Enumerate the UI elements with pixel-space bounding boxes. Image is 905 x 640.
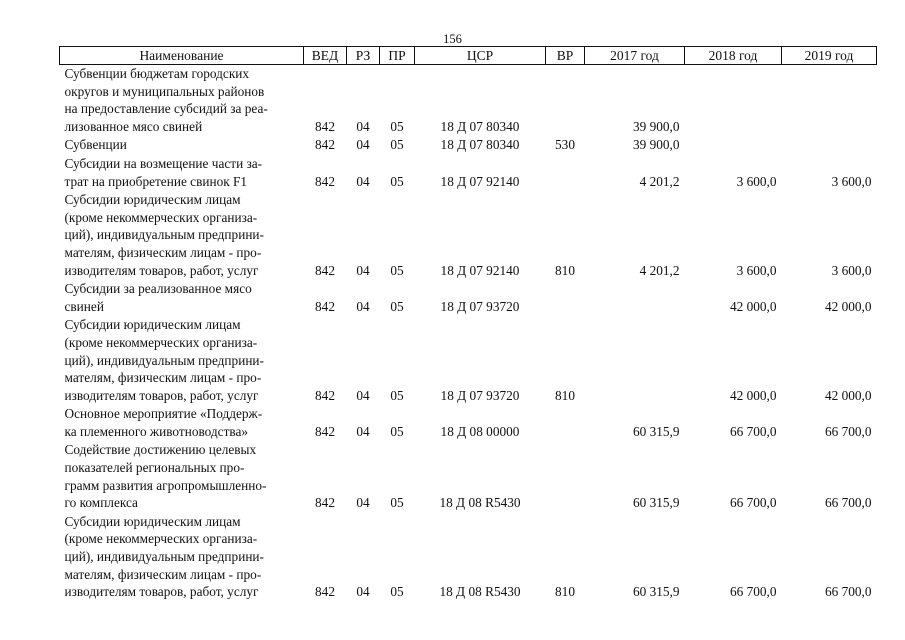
table-row [60,441,877,512]
row-vr [546,280,585,316]
table-body [60,65,877,602]
row-vr: 810 [555,262,575,278]
row-csr: 18 Д 07 80340 [440,137,520,153]
header-vr: ВР [546,47,585,65]
row-name: Субвенции [64,137,127,153]
row-rz: 04 [356,298,370,314]
table-row [60,155,877,191]
header-2018: 2018 год [685,47,782,65]
row-2019: 66 700,0 [824,495,872,511]
row-name: Субсидии за реализованное мясо свиней [64,281,252,314]
row-pr: 05 [390,423,404,439]
row-ved: 842 [315,584,335,600]
row-name: Субсидии юридическим лицам (кроме некоммерческих организа- ций), индивидуальным предприни- мателям, физическим лицам - про- изводителям товаров, работ, услуг [64,317,264,403]
header-pr: ПР [380,47,415,65]
table-row [60,191,877,280]
row-ved: 842 [315,173,335,189]
row-rz: 04 [356,137,370,153]
header-name: Наименование [60,47,304,65]
row-name: Основное мероприятие «Поддерж- ка племенного животноводства» [64,406,263,439]
row-2017: 60 315,9 [632,423,680,439]
row-2017: 39 900,0 [632,118,680,134]
row-2018: 66 700,0 [729,495,777,511]
row-ved: 842 [315,298,335,314]
row-2017: 4 201,2 [639,262,680,278]
row-2017: 60 315,9 [632,584,680,600]
header-2019: 2019 год [782,47,877,65]
row-vr [546,65,585,137]
row-ved: 842 [315,495,335,511]
row-rz: 04 [356,173,370,189]
row-2018 [685,136,782,155]
row-2019: 66 700,0 [824,423,872,439]
row-vr: 810 [555,584,575,600]
table-header-row [60,47,877,65]
row-pr: 05 [390,137,404,153]
row-name: Субсидии на возмещение части за- трат на приобретение свинок F1 [64,155,263,189]
row-rz: 04 [356,387,370,403]
row-name: Субсидии юридическим лицам (кроме некоммерческих организа- ций), индивидуальным предприни- мателям, физическим лицам - про- изводителям товаров, работ, услуг [64,513,264,600]
row-csr: 18 Д 07 92140 [440,173,520,189]
table-row [60,316,877,405]
row-csr: 18 Д 08 R5430 [439,495,521,511]
row-csr: 18 Д 07 80340 [440,118,520,134]
row-vr [546,155,585,191]
row-csr: 18 Д 07 93720 [440,298,520,314]
row-ved: 842 [315,118,335,134]
table-row [60,280,877,316]
table-row [60,405,877,441]
row-2018: 66 700,0 [729,584,777,600]
budget-table [59,46,877,602]
row-pr: 05 [390,118,404,134]
row-2019: 3 600,0 [831,262,872,278]
row-csr: 18 Д 07 93720 [440,387,520,403]
row-rz: 04 [356,584,370,600]
row-rz: 04 [356,495,370,511]
table-row [60,513,877,602]
row-2018: 3 600,0 [736,262,777,278]
row-2017: 39 900,0 [632,137,680,153]
row-2019 [782,65,877,137]
row-name: Субвенции бюджетам городских округов и муниципальных районов на предоставление субсидий за реа- лизованное мясо свиней [64,66,268,134]
row-rz: 04 [356,262,370,278]
row-pr: 05 [390,298,404,314]
row-2018: 3 600,0 [736,173,777,189]
row-pr: 05 [390,262,404,278]
row-rz: 04 [356,423,370,439]
table-row [60,136,877,155]
header-rz: РЗ [347,47,380,65]
row-2017 [585,316,685,405]
row-csr: 18 Д 08 R5430 [439,584,521,600]
row-vr [546,441,585,512]
row-2017: 60 315,9 [632,495,680,511]
row-pr: 05 [390,173,404,189]
row-2017 [585,280,685,316]
row-ved: 842 [315,387,335,403]
table-row [60,65,877,137]
row-vr: 530 [555,137,575,153]
row-ved: 842 [315,423,335,439]
row-2017: 4 201,2 [639,173,680,189]
row-ved: 842 [315,262,335,278]
header-ved: ВЕД [304,47,347,65]
header-csr: ЦСР [415,47,546,65]
row-vr: 810 [555,387,575,403]
row-pr: 05 [390,584,404,600]
row-2019: 3 600,0 [831,173,872,189]
row-2019: 42 000,0 [824,387,872,403]
row-pr: 05 [390,495,404,511]
row-name: Субсидии юридическим лицам (кроме некоммерческих организа- ций), индивидуальным предприни- мателям, физическим лицам - про- изводителям товаров, работ, услуг [64,192,264,278]
row-name: Содействие достижению целевых показателей региональных про- грамм развития агропромышленно- го комплекса [64,442,267,511]
row-2018: 66 700,0 [729,423,777,439]
row-2019 [782,136,877,155]
row-2018: 42 000,0 [729,387,777,403]
header-2017: 2017 год [585,47,685,65]
row-rz: 04 [356,118,370,134]
row-ved: 842 [315,137,335,153]
row-2018: 42 000,0 [729,298,777,314]
row-2019: 66 700,0 [824,584,872,600]
row-2018 [685,65,782,137]
row-csr: 18 Д 07 92140 [440,262,520,278]
row-csr: 18 Д 08 00000 [440,423,520,439]
row-pr: 05 [390,387,404,403]
page-number: 156 [443,32,462,46]
row-2019: 42 000,0 [824,298,872,314]
row-vr [546,405,585,441]
